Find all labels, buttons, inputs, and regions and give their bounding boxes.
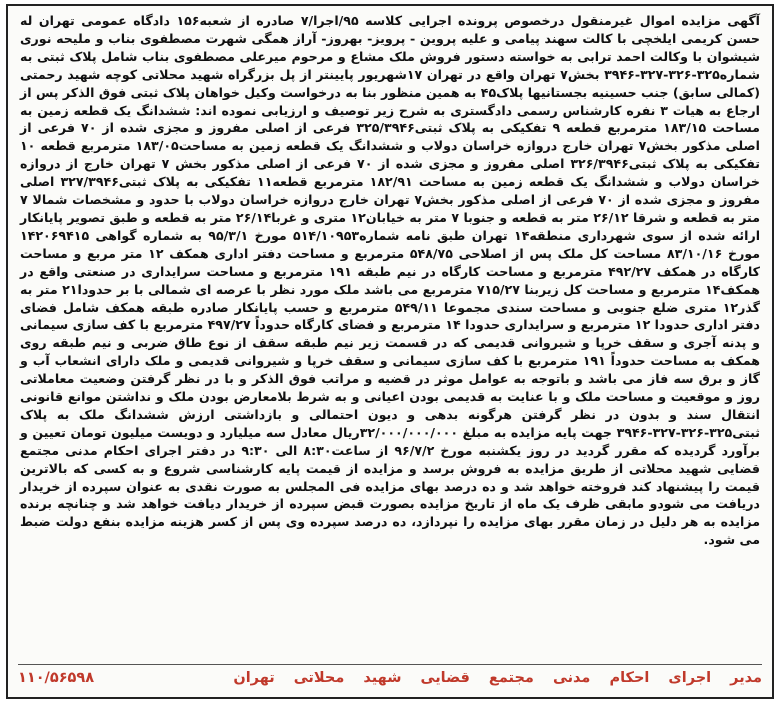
- notice-paragraph: آگهی مزایده اموال غیرمنقول درخصوص پرونده اجرایی کلاسه ۹۵/اجرا/۷ صادره از شعبه۱۵۶ دادگاه عمومی تهران له حسن کریمی ایلخچی با کالت سهند پیامی و علیه پروین - پرویز- بهروز- آراز همگی شهرت مصطفوی بناب و ملیحه نوری شیشوان با وکالت احمد ترابی به خواسته دستور فروش ملک مشاع و مرحوم میرعلی مصطفوی بناب شامل پلاک ثبتی به شماره۳۲۵-۳۲۶-۳۲۷-۳۹۴۶ بخش۷ تهران واقع در تهران ۱۷شهریور پایینتر از پل بزرگراه شهید محلاتی کوچه شهید رحمتی (کمالی سابق) جنب حسینیه بجستانیها پلاک۴۵ به همین منظور بنا به درخواست وکیل خواهان پلاک ثبتی فوق الذکر پس از ارجاع به هیات ۳ نفره کارشناس رسمی دادگستری به شرح زیر توصیف و ارزیابی نموده اند: ششدانگ یک قطعه زمین به مساحت ۱۸۳/۱۵ مترمربع قطعه ۹ تفکیکی به پلاک ثبتی۳۲۵/۳۹۴۶ فرعی از اصلی مفروز و مجزی شده از ۷۰ فرعی از اصلی مذکور بخش۷ تهران خارج دروازه خراسان دولاب و ششدانگ یک قطعه زمین به مساحت۱۸۳/۰۵ مترمربع قطعه ۱۰ تفکیکی به پلاک ثبتی۳۲۶/۳۹۴۶ اصلی مفروز و مجزی شده از ۷۰ فرعی از اصلی مذکور بخش ۷ تهران خارج از دروازه خراسان دولاب و ششدانگ یک قطعه زمین به مساحت ۱۸۲/۹۱ مترمربع قطعه۱۱ تفکیکی به پلاک ثبتی۳۲۷/۳۹۴۶ اصلی مفروز و مجزی شده از ۷۰ فرعی از اصلی مذکور بخش۷ تهران خارج دروازه خراسان دولاب با حدود و مشخصات شمالا ۷ متر به قطعه و شرقا ۲۶/۱۲ متر به قطعه و جنوبا ۷ متر به خیابان۱۲ متری و غربا۲۶/۱۴ متر به قطعه و طبق تصویر پایانکار ارائه شده از سوی شهرداری منطقه۱۴ تهران طبق نامه شماره۵۱۴/۱۰۹۵۳ مورخ ۹۵/۳/۱ به شماره گواهی ۱۴۲۰۶۹۴۱۵ مورخ ۸۳/۱۰/۱۶ مساحت کل ملک پس از اصلاحی ۵۴۸/۷۵ مترمربع و مساحت دفتر اداری همکف ۱۲ متر مربع و مساحت کارگاه در همکف ۴۹۲/۲۷ مترمربع و مساحت کارگاه در نیم طبقه ۱۹۱ مترمربع و مساحت سرایداری در صنعتی واقع در همکف۱۴ مترمربع و مساحت کل زیربنا ۷۱۵/۲۷ مترمربع می باشد ملک مورد نظر با عرصه ای شمالی با بر حدودا۲۱ متر به گذر۱۲ متری ضلع جنوبی و مساحت سندی مجموعا ۵۴۹/۱۱ مترمربع و حسب پایانکار صادره طبقه همکف شامل فضای دفتر اداری حدودا ۱۲ مترمربع و سرایداری حدودا ۱۴ مترمربع و فضای کارگاه حدوداً ۴۹۷/۲۷ مترمربع با کف سازی سیمانی و پدنه آجری و سقف خرپا و شیروانی قدیمی که در قسمت زیر نیم طبقه سقف از نوع طاق ضربی و نیم طبقه روی همکف به مساحت حدوداً ۱۹۱ مترمربع با کف سازی سیمانی و سقف خرپا و شیروانی قدیمی و ملک دارای انشعاب آب و گاز و برق سه فاز می باشد و باتوجه به عوامل موثر در قضیه و مراتب فوق الذکر و با در نظر گرفتن وضعیت معاملاتی روز و موقعیت و مساحت ملک و با عنایت به قدیمی بودن اعیانی و به شرط بلامعارض بودن ملک و نداشتن موانع قانونی انتقال سند و بدون در نظر گرفتن هرگونه بدهی و دیون احتمالی و بازداشتی ارزش ششدانگ ملک به پلاک ثبتی۳۲۵-۳۲۶-۳۲۷-۳۹۴۶ جهت پایه مزایده به مبلغ ۳۲/۰۰۰/۰۰۰/۰۰۰ریال معادل سه میلیارد و دویست میلیون تومان تعیین و برآورد گردیده که مقرر گردید در روز یکشنبه مورخ ۹۶/۷/۲ از ساعت۸:۳۰ الی ۹:۳۰ در دفتر اجرای احکام مدنی مجتمع قضایی شهید محلاتی از طریق مزایده به فروش برسد و مزایده از قیمت پایه کارشناسی شروع و به کسی که بالاترین قیمت را پیشنهاد کند فروخته خواهد شد و ده درصد بهای مزایده فی المجلس به صورت نقدی به عنوان سپرده از خریدار دریافت می شودو مابقی ظرف یک ماه از تاریخ مزایده بصورت قبض سپرده از خریدار دیافت خواهد شد و چنانچه برنده مزایده به هر دلیل در زمان مقرر بهای مزایده را نپردازد، ده درصد سپرده وی پس از کسر هزینه مزایده بنفع دولت ضبط می شود.: [20, 13, 761, 548]
- notice-footer: [18, 664, 762, 691]
- notice-body: [20, 12, 760, 549]
- notice-frame: [6, 4, 774, 699]
- notice-code: ۱۱۰/۵۶۵۹۸: [18, 670, 95, 686]
- signature-line: مدیر اجرای احکام مدنی مجتمع قضایی شهید محلاتی تهران: [233, 670, 762, 686]
